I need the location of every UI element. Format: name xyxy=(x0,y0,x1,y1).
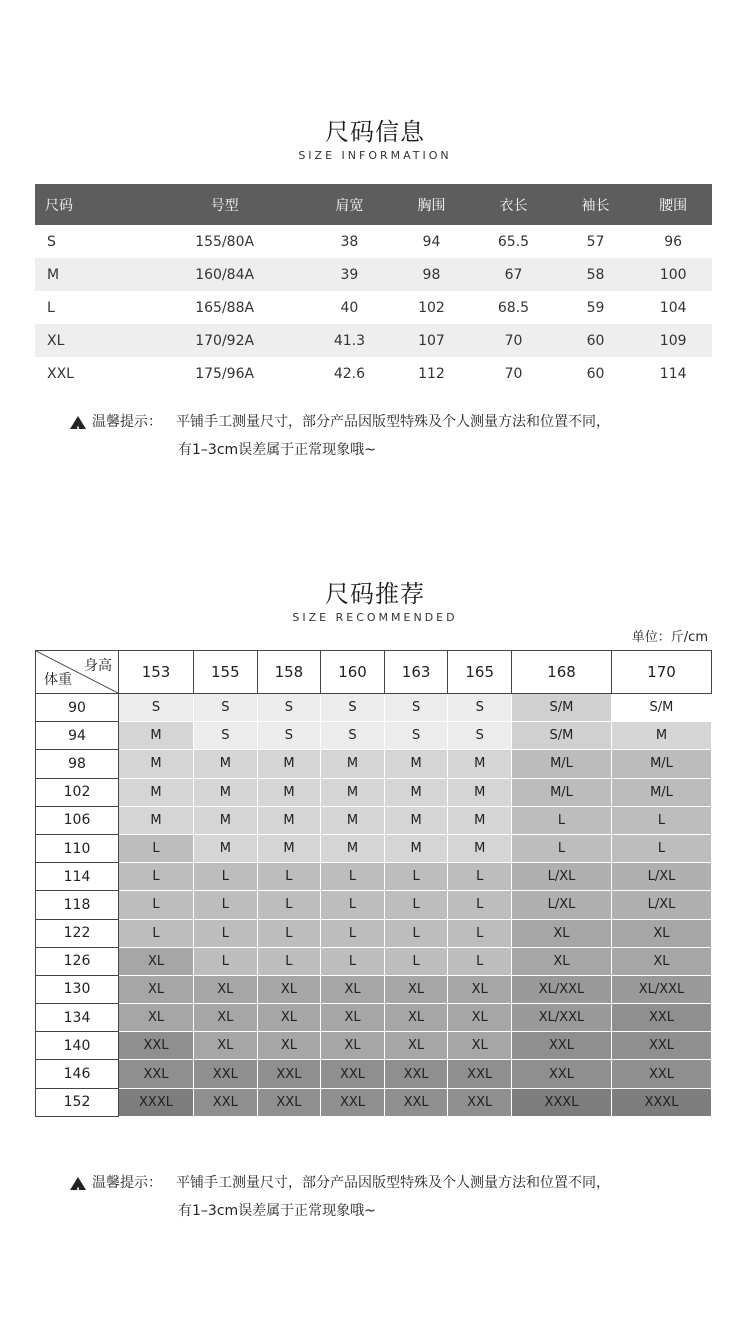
size-cell: L xyxy=(321,891,385,919)
size-cell: XXL xyxy=(611,1060,711,1088)
size-cell: M xyxy=(448,778,512,806)
size-cell: L xyxy=(448,919,512,947)
size-cell: S/M xyxy=(512,722,612,750)
size-cell: L xyxy=(194,919,258,947)
size-rec-heading xyxy=(0,574,750,624)
weight-row-header: 114 xyxy=(36,863,119,891)
size-cell: M/L xyxy=(611,750,711,778)
size-cell: L xyxy=(384,947,448,975)
unit-label: 单位：斤/cm xyxy=(631,630,708,645)
table-row xyxy=(36,1060,712,1088)
table-row xyxy=(35,258,712,291)
table-row xyxy=(35,225,712,258)
info-cell: XXL xyxy=(47,365,74,382)
info-header-cell: 腰围 xyxy=(634,184,712,225)
table-row xyxy=(35,357,712,390)
size-info-table xyxy=(35,184,712,390)
info-cell: 40 xyxy=(340,299,359,316)
size-cell: L xyxy=(119,919,194,947)
table-row xyxy=(36,947,712,975)
weight-row-header: 126 xyxy=(36,947,119,975)
height-header-cell: 158 xyxy=(257,651,321,694)
size-cell: XXL xyxy=(448,1060,512,1088)
table-row xyxy=(36,778,712,806)
height-header-cell: 160 xyxy=(321,651,385,694)
size-cell: L xyxy=(257,863,321,891)
size-cell: M xyxy=(321,834,385,862)
size-cell: XL/XXL xyxy=(611,975,711,1003)
size-cell: XL xyxy=(611,919,711,947)
size-cell: M/L xyxy=(512,778,612,806)
size-cell: XL xyxy=(321,975,385,1003)
size-cell: XL xyxy=(257,1032,321,1060)
size-cell: M xyxy=(194,778,258,806)
info-cell: 41.3 xyxy=(306,324,392,357)
height-header-row xyxy=(36,651,712,694)
info-cell: 94 xyxy=(422,233,441,250)
info-cell: 42.6 xyxy=(333,365,366,382)
height-header-cell: 170 xyxy=(611,651,711,694)
size-cell: XL xyxy=(257,975,321,1003)
size-cell: XXL xyxy=(257,1060,321,1088)
corner-weight-label: 体重 xyxy=(44,672,72,688)
weight-row-header: 118 xyxy=(36,891,119,919)
size-cell: L/XL xyxy=(512,891,612,919)
info-header-cell: 衣长 xyxy=(470,184,556,225)
info-cell: 59 xyxy=(586,299,605,316)
info-cell: 70 xyxy=(504,365,523,382)
info-cell: 175/96A xyxy=(195,365,255,382)
tip-label: 温馨提示： xyxy=(92,1175,162,1191)
tip-text-line1: 平铺手工测量尺寸，部分产品因版型特殊及个人测量方法和位置不同， xyxy=(176,414,610,430)
size-cell: S xyxy=(384,722,448,750)
size-cell: S xyxy=(194,722,258,750)
size-cell: L xyxy=(119,863,194,891)
size-cell: XXL xyxy=(321,1060,385,1088)
size-cell: M/L xyxy=(611,778,711,806)
size-cell: L xyxy=(194,891,258,919)
size-cell: XXXL xyxy=(512,1088,612,1116)
size-rec-subtitle: SIZE RECOMMENDED xyxy=(292,611,458,624)
size-cell: XXL xyxy=(321,1088,385,1116)
size-cell: S xyxy=(321,722,385,750)
size-cell: L xyxy=(384,863,448,891)
size-cell: M xyxy=(257,806,321,834)
size-cell: L xyxy=(321,919,385,947)
size-cell: XXL xyxy=(512,1032,612,1060)
size-info-title: 尺码信息 xyxy=(325,118,425,146)
size-cell: XXL xyxy=(194,1088,258,1116)
size-cell: XL xyxy=(512,947,612,975)
size-cell: M xyxy=(119,722,194,750)
size-cell: XXL xyxy=(611,1004,711,1032)
info-cell: 104 xyxy=(659,299,687,316)
table-row xyxy=(35,324,712,357)
height-header-cell: 155 xyxy=(194,651,258,694)
size-cell: L xyxy=(257,947,321,975)
size-cell: XXL xyxy=(512,1060,612,1088)
size-cell: S/M xyxy=(611,694,711,722)
size-info-header-row xyxy=(35,184,712,225)
size-cell: XL xyxy=(119,975,194,1003)
weight-row-header: 122 xyxy=(36,919,119,947)
size-cell: XXXL xyxy=(119,1088,194,1116)
size-cell: M xyxy=(119,778,194,806)
size-cell: XL xyxy=(611,947,711,975)
size-cell: M xyxy=(321,806,385,834)
size-cell: S xyxy=(448,722,512,750)
size-cell: XXL xyxy=(384,1088,448,1116)
size-cell: M xyxy=(194,750,258,778)
tip-notice xyxy=(70,408,610,464)
info-cell: 60 xyxy=(557,324,635,357)
size-cell: XL xyxy=(194,1032,258,1060)
size-cell: XL xyxy=(448,1032,512,1060)
info-cell: L xyxy=(47,299,55,316)
info-cell: M xyxy=(35,258,143,291)
size-cell: L xyxy=(194,947,258,975)
size-cell: L xyxy=(194,863,258,891)
size-cell: XL xyxy=(119,1004,194,1032)
size-cell: S xyxy=(194,694,258,722)
size-cell: XXL xyxy=(611,1032,711,1060)
info-cell: 102 xyxy=(418,299,445,316)
weight-row-header: 102 xyxy=(36,778,119,806)
size-cell: L/XL xyxy=(611,863,711,891)
table-row xyxy=(36,750,712,778)
size-cell: L xyxy=(512,806,612,834)
size-info-heading xyxy=(0,112,750,162)
table-row xyxy=(36,863,712,891)
size-cell: S/M xyxy=(512,694,612,722)
size-cell: L xyxy=(448,947,512,975)
weight-row-header: 140 xyxy=(36,1032,119,1060)
size-cell: XL xyxy=(384,1032,448,1060)
size-cell: M xyxy=(384,778,448,806)
table-row xyxy=(36,975,712,1003)
size-cell: XL/XXL xyxy=(512,975,612,1003)
size-cell: L xyxy=(257,919,321,947)
info-cell: 100 xyxy=(634,258,712,291)
size-cell: L xyxy=(512,834,612,862)
size-cell: XL xyxy=(321,1004,385,1032)
size-cell: M xyxy=(384,834,448,862)
weight-row-header: 106 xyxy=(36,806,119,834)
info-cell: 155/80A xyxy=(195,233,255,250)
size-cell: M xyxy=(321,750,385,778)
size-cell: S xyxy=(257,722,321,750)
info-cell: 114 xyxy=(659,365,687,382)
size-cell: XXL xyxy=(257,1088,321,1116)
height-header-cell: 165 xyxy=(448,651,512,694)
info-cell: 170/92A xyxy=(143,324,306,357)
size-cell: XL xyxy=(512,919,612,947)
weight-row-header: 130 xyxy=(36,975,119,1003)
size-cell: M xyxy=(257,750,321,778)
info-cell: 60 xyxy=(586,365,605,382)
size-cell: M xyxy=(611,722,711,750)
table-row xyxy=(36,1088,712,1116)
table-row xyxy=(36,919,712,947)
weight-row-header: 134 xyxy=(36,1004,119,1032)
size-recommend-table xyxy=(35,650,712,1117)
size-cell: XL xyxy=(384,975,448,1003)
size-cell: L xyxy=(448,863,512,891)
height-header-cell: 163 xyxy=(384,651,448,694)
tip-text-line2: 有1–3cm误差属于正常现象哦~ xyxy=(178,442,376,458)
info-cell: 67 xyxy=(470,258,556,291)
size-cell: M xyxy=(448,806,512,834)
info-header-cell: 尺码 xyxy=(35,184,143,225)
table-row xyxy=(36,694,712,722)
size-cell: L/XL xyxy=(512,863,612,891)
size-cell: XXXL xyxy=(611,1088,711,1116)
size-cell: L xyxy=(384,919,448,947)
size-cell: XL xyxy=(194,1004,258,1032)
size-cell: L xyxy=(321,947,385,975)
info-header-cell: 袖长 xyxy=(557,184,635,225)
size-info-subtitle: SIZE INFORMATION xyxy=(298,149,452,162)
size-cell: M xyxy=(384,750,448,778)
size-cell: M xyxy=(194,806,258,834)
size-cell: L xyxy=(119,891,194,919)
info-cell: 160/84A xyxy=(143,258,306,291)
size-cell: M xyxy=(384,806,448,834)
size-cell: S xyxy=(384,694,448,722)
info-cell: 107 xyxy=(393,324,471,357)
info-cell: 96 xyxy=(664,233,683,250)
size-cell: M xyxy=(194,834,258,862)
size-cell: XL xyxy=(321,1032,385,1060)
size-cell: XXL xyxy=(448,1088,512,1116)
size-cell: M xyxy=(448,834,512,862)
table-row xyxy=(36,1032,712,1060)
size-cell: L xyxy=(611,834,711,862)
height-header-cell: 168 xyxy=(512,651,612,694)
tip-notice-bottom xyxy=(70,1169,610,1225)
weight-row-header: 152 xyxy=(36,1088,119,1116)
size-cell: XL/XXL xyxy=(512,1004,612,1032)
size-cell: M xyxy=(257,834,321,862)
size-cell: XL xyxy=(119,947,194,975)
info-cell: 39 xyxy=(306,258,392,291)
table-row xyxy=(36,806,712,834)
info-cell: XL xyxy=(35,324,143,357)
size-cell: M xyxy=(448,750,512,778)
size-cell: L xyxy=(611,806,711,834)
size-cell: L xyxy=(321,863,385,891)
size-cell: XL xyxy=(257,1004,321,1032)
table-corner xyxy=(36,651,119,694)
weight-row-header: 110 xyxy=(36,834,119,862)
size-cell: M xyxy=(119,750,194,778)
size-cell: M xyxy=(321,778,385,806)
size-cell: S xyxy=(257,694,321,722)
tip-text-line1: 平铺手工测量尺寸，部分产品因版型特殊及个人测量方法和位置不同， xyxy=(176,1175,610,1191)
info-header-cell: 胸围 xyxy=(393,184,471,225)
size-cell: XL xyxy=(448,975,512,1003)
info-cell: 165/88A xyxy=(195,299,255,316)
tip-text-line2: 有1–3cm误差属于正常现象哦~ xyxy=(178,1203,376,1219)
info-cell: 58 xyxy=(557,258,635,291)
table-row xyxy=(36,1004,712,1032)
size-cell: L xyxy=(448,891,512,919)
size-rec-title: 尺码推荐 xyxy=(325,580,425,608)
info-cell: 68.5 xyxy=(497,299,530,316)
weight-row-header: 98 xyxy=(36,750,119,778)
tip-label: 温馨提示： xyxy=(92,414,162,430)
info-cell: S xyxy=(47,233,56,250)
table-row xyxy=(35,291,712,324)
info-cell: 70 xyxy=(470,324,556,357)
size-cell: L xyxy=(384,891,448,919)
info-header-cell: 号型 xyxy=(143,184,306,225)
size-cell: L/XL xyxy=(611,891,711,919)
size-cell: XL xyxy=(448,1004,512,1032)
size-cell: L xyxy=(257,891,321,919)
table-row xyxy=(36,722,712,750)
info-header-cell: 肩宽 xyxy=(306,184,392,225)
info-cell: 38 xyxy=(340,233,359,250)
table-row xyxy=(36,834,712,862)
size-cell: XXL xyxy=(194,1060,258,1088)
size-cell: XXL xyxy=(119,1060,194,1088)
weight-row-header: 146 xyxy=(36,1060,119,1088)
size-cell: XL xyxy=(194,975,258,1003)
info-cell: 109 xyxy=(634,324,712,357)
size-cell: L xyxy=(119,834,194,862)
size-cell: S xyxy=(448,694,512,722)
size-cell: M xyxy=(119,806,194,834)
size-cell: S xyxy=(119,694,194,722)
weight-row-header: 94 xyxy=(36,722,119,750)
size-cell: M xyxy=(257,778,321,806)
table-row xyxy=(36,891,712,919)
size-cell: XXL xyxy=(384,1060,448,1088)
warning-icon xyxy=(70,416,86,429)
size-cell: XXL xyxy=(119,1032,194,1060)
size-cell: M/L xyxy=(512,750,612,778)
info-cell: 65.5 xyxy=(497,233,530,250)
height-header-cell: 153 xyxy=(119,651,194,694)
size-cell: XL xyxy=(384,1004,448,1032)
info-cell: 112 xyxy=(418,365,445,382)
info-cell: 98 xyxy=(393,258,471,291)
info-cell: 57 xyxy=(586,233,605,250)
size-cell: S xyxy=(321,694,385,722)
warning-icon xyxy=(70,1177,86,1190)
weight-row-header: 90 xyxy=(36,694,119,722)
corner-height-label: 身高 xyxy=(84,658,112,674)
